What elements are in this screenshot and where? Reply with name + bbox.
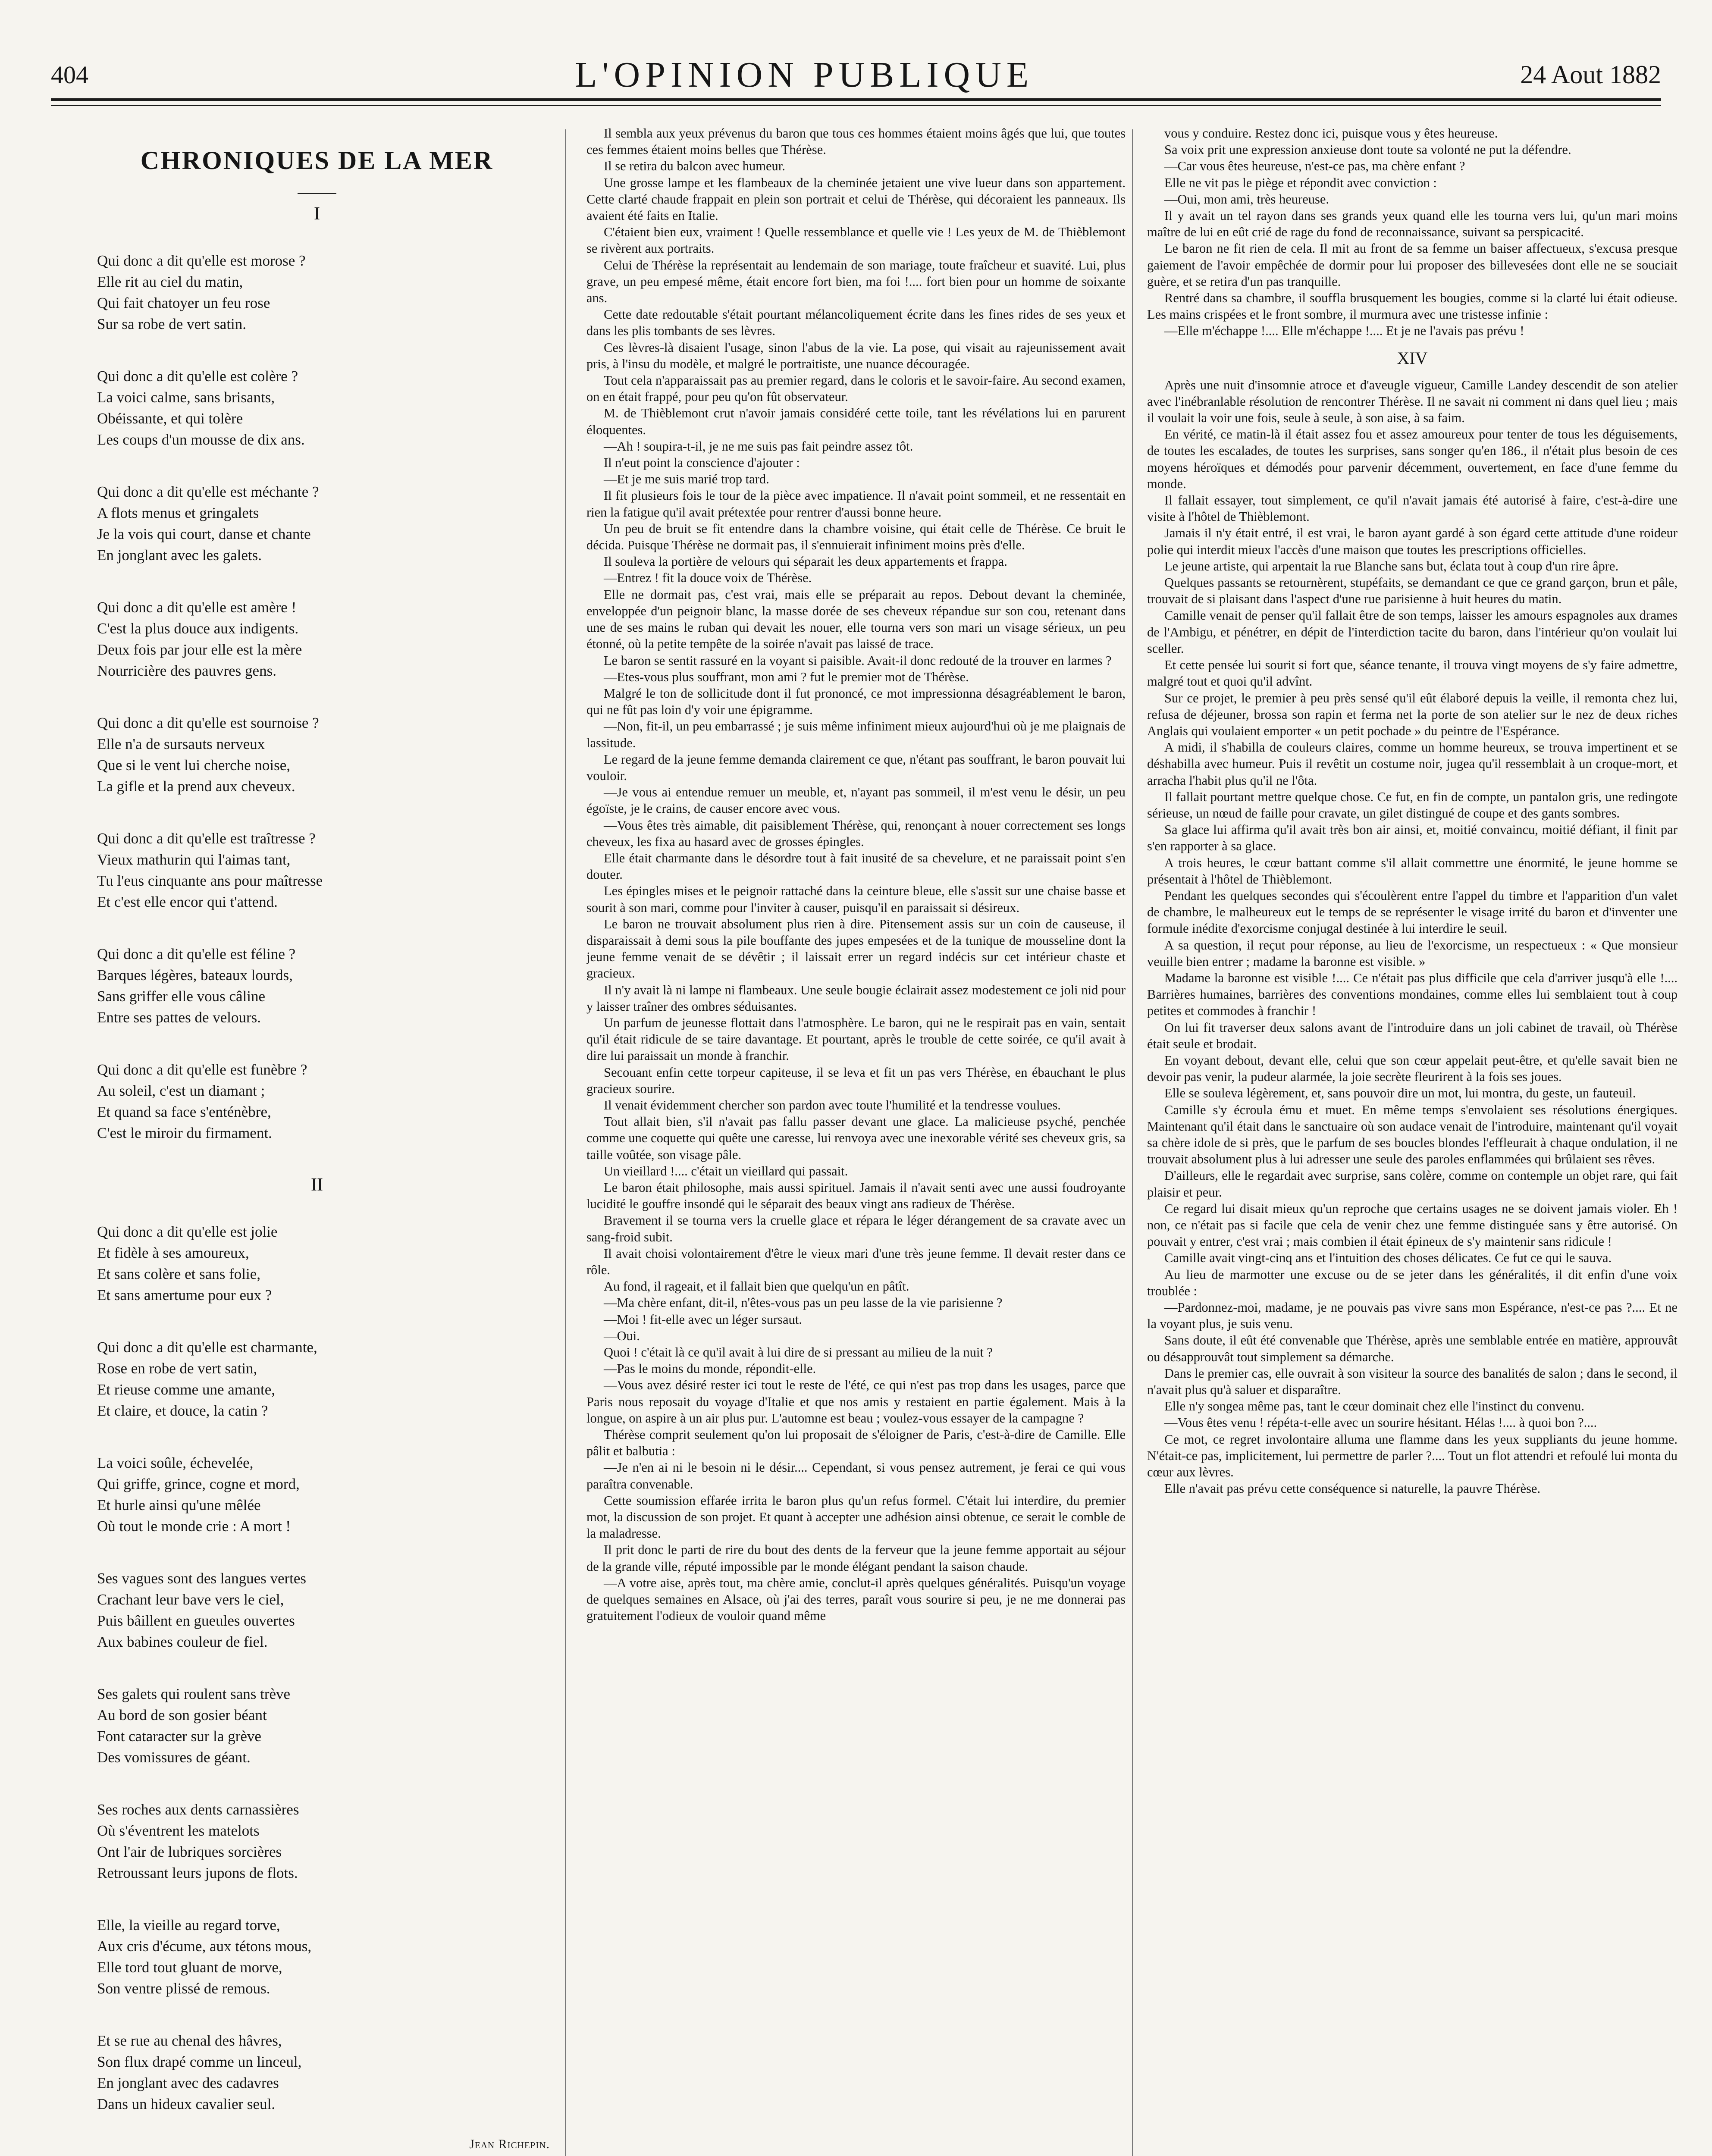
poem-part-number: II xyxy=(311,1175,323,1195)
paragraph: Camille avait vingt-cinq ans et l'intuition des choses délicates. Ce fut ce qui le sauva. xyxy=(1164,1250,1612,1266)
paragraph: —Et je me suis marié trop tard. xyxy=(604,472,769,487)
paragraph: —Entrez ! fit la douce voix de Thérèse. xyxy=(604,570,812,586)
section-rule xyxy=(298,193,336,194)
paragraph: Tout allait bien, s'il n'avait pas fallu passer devant une glace. La malicieuse psyché, penchée comme une coquette qui quête une caresse, lui renvoya avec une inexorable vérité ses cheveux gris, sa taille voûtée, son visage pâle. xyxy=(586,1114,1126,1162)
paragraph: —Je vous ai entendue remuer un meuble, et, n'ayant pas sommeil, il m'est venu le désir, un peu égoïste, je le crains, de causer encore avec vous. xyxy=(586,785,1126,816)
paragraph: —Vous avez désiré rester ici tout le reste de l'été, ce qui n'est pas trop dans les usages, parce que Paris nous reposait du voyage d'Italie et que nos amis y restaient en partie également. Mais à la longue, on aspire à un air plus pur. L'automne est beau ; voulez-vous essayer de la campagne ? xyxy=(586,1378,1126,1426)
paragraph: Thérèse comprit seulement qu'on lui proposait de s'éloigner de Paris, c'est-à-dire de Camille. Elle pâlit et balbutia : xyxy=(586,1427,1126,1459)
journal-title: L'OPINION PUBLIQUE xyxy=(575,54,1034,95)
paragraph: Camille venait de penser qu'il fallait être de son temps, laisser les amours espagnoles aux drames de l'Ambigu, et pénétrer, en dépit de l'interdiction tacite du baron, dans l'intérieur qu'on voulait lui sceller. xyxy=(1147,608,1678,656)
paragraph: Il fallait essayer, tout simplement, ce qu'il n'avait jamais été autorisé à faire, c'est-à-dire une visite à l'hôtel de Thièblemont. xyxy=(1147,493,1678,524)
paragraph: D'ailleurs, elle le regardait avec surprise, sans colère, comme on contemple un objet rare, qui fait plaisir et peur. xyxy=(1147,1168,1678,1200)
paragraph: Il avait choisi volontairement d'être le vieux mari d'une très jeune femme. Il devait rester dans ce rôle. xyxy=(586,1246,1126,1278)
paragraph: Ces lèvres-là disaient l'usage, sinon l'abus de la vie. La pose, qui visait au rajeunissement avait pris, à l'insu du modèle, et malgré le portraitiste, une nuance découragée. xyxy=(586,340,1126,371)
paragraph: A sa question, il reçut pour réponse, au lieu de l'exorcisme, un respectueux : « Que monsieur veuille bien entrer ; madame la baronne est visible. » xyxy=(1147,937,1678,969)
poem-stanza: Qui donc a dit qu'elle est charmante, Rose en robe de vert satin, Et rieuse comme une amante, Et claire, et douce, la catin ? xyxy=(97,1339,317,1419)
chapter-xiii-continued xyxy=(586,125,1126,1624)
paragraph: Un parfum de jeunesse flottait dans l'atmosphère. Le baron, qui ne le respirait pas en vain, sentait qu'il était ridicule de se taire davantage. Et pourtant, après le trouble de cette soirée, ce qu'il avait à dire lui paraissait un monde à franchir. xyxy=(586,1015,1126,1063)
paragraph: Ce mot, ce regret involontaire alluma une flamme dans les yeux suppliants du jeune homme. N'était-ce pas, implicitement, lui permettre de parler ?.... Tout un flot attendri et refoulé lui monta du cœur aux lèvres. xyxy=(1147,1432,1678,1480)
poem-stanza: Elle, la vieille au regard torve, Aux cris d'écume, aux tétons mous, Elle tord tout gluant de morve, Son ventre plissé de remous. xyxy=(97,1917,312,1997)
paragraph: Le baron ne trouvait absolument plus rien à dire. Pitensement assis sur un coin de causeuse, il disparaissait à demi sous la pile bouffante des jupes empesées et de la tunique de mousseline dont la jeune femme venait de se dévêtir ; il laissait errer un regard indécis sur cet intérieur chaste et gracieux. xyxy=(586,916,1126,981)
paragraph: —Vous êtes très aimable, dit paisiblement Thérèse, qui, renonçant à nouer correctement ses longs cheveux, les fixa au hasard avec de grosses épingles. xyxy=(586,818,1126,849)
chapter-xiii-ending xyxy=(1147,125,1678,339)
paragraph: Une grosse lampe et les flambeaux de la cheminée jetaient une vive lueur dans son appartement. Cette clarté chaude frappait en plein son portrait et celui de Thérèse, qui décoraient les panneaux. Ils avaient été faits en Italie. xyxy=(586,175,1126,223)
paragraph: Au fond, il rageait, et il fallait bien que quelqu'un en pâtît. xyxy=(604,1279,909,1294)
poem-stanza: Qui donc a dit qu'elle est jolie Et fidèle à ses amoureux, Et sans colère et sans folie, Et sans amertume pour eux ? xyxy=(97,1223,278,1304)
paragraph: C'étaient bien eux, vraiment ! Quelle ressemblance et quelle vie ! Les yeux de M. de Thièblemont se rivèrent aux portraits. xyxy=(586,225,1126,256)
paragraph: Cette date redoutable s'était pourtant mélancoliquement écrite dans les fines rides de ses yeux et dans les plis tombants de ses lèvres. xyxy=(586,307,1126,338)
poem-part-one xyxy=(84,250,550,1144)
paragraph: Il fallait pourtant mettre quelque chose. Ce fut, en fin de compte, un pantalon gris, une redingote sérieuse, un nœud de faille pour cravate, un gilet distingué de coupe et des gants sombres. xyxy=(1147,789,1678,821)
paragraph: Bravement il se tourna vers la cruelle glace et répara le léger dérangement de sa cravate avec un sang-froid subit. xyxy=(586,1213,1126,1244)
chapter-xiv xyxy=(1147,377,1678,1497)
paragraph: En vérité, ce matin-là il était assez fou et assez amoureux pour tenter de tous les déguisements, de toutes les escalades, de toutes les surprises, sans songer qu'en 186., il n'était plus besoin de ces moyens héroïques et démodés pour parvenir décemment, ouvertement, en face d'une femme du monde. xyxy=(1147,427,1678,491)
poem-stanza: Qui donc a dit qu'elle est méchante ? A flots menus et gringalets Je la vois qui court, danse et chante En jonglant avec les galets. xyxy=(97,483,319,564)
paragraph: Rentré dans sa chambre, il souffla brusquement les bougies, comme si la clarté lui était odieuse. Les mains crispées et le front sombre, il murmura avec une tristesse infinie : xyxy=(1147,291,1678,322)
paragraph: —Pas le moins du monde, répondit-elle. xyxy=(604,1361,816,1376)
paragraph: —Ma chère enfant, dit-il, n'êtes-vous pas un peu lasse de la vie parisienne ? xyxy=(604,1295,1003,1310)
poem-stanza: La voici soûle, échevelée, Qui griffe, grince, cogne et mord, Et hurle ainsi qu'une mêlée Où tout le monde crie : A mort ! xyxy=(97,1454,300,1535)
paragraph: Elle n'y songea même pas, tant le cœur dominait chez elle l'instinct du convenu. xyxy=(1164,1399,1584,1414)
paragraph: Le regard de la jeune femme demanda clairement ce que, n'étant pas souffrant, le baron pouvait lui vouloir. xyxy=(586,752,1126,783)
paragraph: Il venait évidemment chercher son pardon avec toute l'humilité et la tendresse voulues. xyxy=(604,1097,1061,1112)
paragraph: Secouant enfin cette torpeur capiteuse, il se leva et fit un pas vers Thérèse, en ébauchant le plus gracieux sourire. xyxy=(586,1065,1126,1096)
paragraph: Sans doute, il eût été convenable que Thérèse, après une semblable entrée en matière, approuvât ou désapprouvât tout simplement sa démarche. xyxy=(1147,1333,1678,1364)
column-divider xyxy=(1132,129,1133,2156)
poem-part-two xyxy=(84,1221,550,2115)
chapter-number: XIV xyxy=(1397,348,1428,368)
poem-stanza: Qui donc a dit qu'elle est traîtresse ? Vieux mathurin qui l'aimas tant, Tu l'eus cinquante ans pour maîtresse Et c'est elle encor qui t'attend. xyxy=(97,830,323,910)
paragraph: Elle ne dormait pas, c'est vrai, mais elle se préparait au repos. Debout devant la cheminée, enveloppée d'un peignoir blanc, la masse dorée de ses cheveux répandue sur son cou, retenant dans une de ses mains le ruban qui devait les nouer, elle tourna vers son mari un visage sérieux, un peu étonné, où la petite tempête de la soirée n'avait pas laissé de trace. xyxy=(586,587,1126,652)
paragraph: Camille s'y écroula ému et muet. En même temps s'envolaient ses résolutions énergiques. Maintenant qu'il était dans le sanctuaire où son audace venait de l'introduire, maintenant qu'il voyait sa chère idole de si près, que le parfum de ses boucles blondes l'effleurait à chaque ondulation, il ne trouvait absolument plus à lui adresser une seule des paroles enflammées qui brûlaient ses rêves. xyxy=(1147,1102,1678,1167)
paragraph: —Moi ! fit-elle avec un léger sursaut. xyxy=(604,1312,802,1327)
paragraph: On lui fit traverser deux salons avant de l'introduire dans un joli cabinet de travail, où Thérèse était seule et brodait. xyxy=(1147,1020,1678,1051)
poem-stanza: Ses vagues sont des langues vertes Crachant leur bave vers le ciel, Puis bâillent en gueules ouvertes Aux babines couleur de fiel. xyxy=(97,1570,307,1650)
paragraph: —Ah ! soupira-t-il, je ne me suis pas fait peindre assez tôt. xyxy=(604,439,913,454)
poem-signature: Jean Richepin. xyxy=(469,2137,550,2151)
paragraph: Elle se souleva légèrement, et, sans pouvoir dire un mot, lui montra, du geste, un fauteuil. xyxy=(1164,1086,1636,1101)
paragraph: En voyant debout, devant elle, celui que son cœur appelait peut-être, et qu'elle savait bien ne devoir pas venir, la pudeur alarmée, la joie secrète fleurirent à la fois ses joues. xyxy=(1147,1053,1678,1084)
paragraph: Il prit donc le parti de rire du bout des dents de la ferveur que la jeune femme apportait au séjour de la grande ville, réputé impossible par le monde élégant pendant la saison chaude. xyxy=(586,1542,1126,1574)
paragraph: Sur ce projet, le premier à peu près sensé qu'il eût élaboré depuis la veille, il remonta chez lui, refusa de déjeuner, brossa son rapin et ferma net la porte de son atelier sur le nez de deux riches Anglais qui voulaient emporter « un petit pochade » du peintre de l'Espérance. xyxy=(1147,690,1678,738)
paragraph: Quelques passants se retournèrent, stupéfaits, se demandant ce que ce grand garçon, brun et pâle, trouvait de si plaisant dans l'aspect d'une rue parisienne à huit heures du matin. xyxy=(1147,575,1678,607)
column-2 xyxy=(586,125,1126,2156)
header-rule-thin xyxy=(51,105,1661,106)
paragraph: Il y avait un tel rayon dans ses grands yeux quand elle les tourna vers lui, qu'un mari moins maître de lui en eût crié de rage du fond de reconnaissance, suivant sa perspicacité. xyxy=(1147,208,1678,240)
paragraph: M. de Thièblemont crut n'avoir jamais considéré cette toile, tant les révélations lui en parurent éloquentes. xyxy=(586,406,1126,437)
paragraph: Il n'eut point la conscience d'ajouter : xyxy=(604,455,800,470)
paragraph: vous y conduire. Restez donc ici, puisque vous y êtes heureuse. xyxy=(1164,126,1498,141)
paragraph: Sa glace lui affirma qu'il avait très bon air ainsi, et, moitié convaincu, moitié défiant, il finit par s'en rapporter à sa glace. xyxy=(1147,822,1678,854)
paragraph: Il n'y avait là ni lampe ni flambeaux. Une seule bougie éclairait assez modestement ce joli nid pour y laisser traîner des ombres séduisantes. xyxy=(586,982,1126,1014)
paragraph: —Vous êtes venu ! répéta-t-elle avec un sourire hésitant. Hélas !.... à quoi bon ?.... xyxy=(1164,1415,1597,1430)
paragraph: Elle n'avait pas prévu cette conséquence si naturelle, la pauvre Thérèse. xyxy=(1164,1481,1541,1496)
paragraph: Il se retira du balcon avec humeur. xyxy=(604,159,785,174)
poem-stanza: Qui donc a dit qu'elle est colère ? La voici calme, sans brisants, Obéissante, et qui tolère Les coups d'un mousse de dix ans. xyxy=(97,368,305,448)
paragraph: Dans le premier cas, elle ouvrait à son visiteur la source des banalités de salon ; dans le second, il n'avait plus qu'à saluer et disparaître. xyxy=(1147,1366,1678,1398)
paragraph: —Non, fit-il, un peu embarrassé ; je suis même infiniment mieux aujourd'hui où je me plaignais de lassitude. xyxy=(586,719,1126,750)
poem-stanza: Et se rue au chenal des hâvres, Son flux drapé comme un linceul, En jonglant avec des cadavres Dans un hideux cavalier seul. xyxy=(97,2032,302,2112)
paragraph: Tout cela n'apparaissait pas au premier regard, dans le coloris et le savoir-faire. Au second examen, on en était frappé, pour peu qu'on fût observateur. xyxy=(586,373,1126,404)
paragraph: Ce regard lui disait mieux qu'un reproche que certains usages ne se doivent jamais violer. Eh ! non, ce n'était pas si facile que cela de venir chez une femme distinguée sans y être autorisé. On pouvait y entrer, c'est vrai ; mais combien il était épineux de s'y maintenir sans ridicule ! xyxy=(1147,1201,1678,1249)
paragraph: —A votre aise, après tout, ma chère amie, conclut-il après quelques généralités. Puisqu'un voyage de quelques semaines en Alsace, où j'ai des terres, paraît vous sourire si peu, je ne me donnerai pas gratuitement l'odieux de vouloir quand même xyxy=(586,1575,1126,1623)
paragraph: —Etes-vous plus souffrant, mon ami ? fut le premier mot de Thérèse. xyxy=(604,669,969,684)
paragraph: —Pardonnez-moi, madame, je ne pouvais pas vivre sans mon Espérance, n'est-ce pas ?.... Et ne la voyant plus, je suis venu. xyxy=(1147,1300,1678,1332)
paragraph: Le baron se sentit rassuré en la voyant si paisible. Avait-il donc redouté de la trouver en larmes ? xyxy=(604,653,1112,668)
paragraph: —Oui, mon ami, très heureuse. xyxy=(1164,191,1329,207)
paragraph: Au lieu de marmotter une excuse ou de se jeter dans les généralités, il dit enfin d'une voix troublée : xyxy=(1147,1267,1678,1298)
paragraph: Le baron ne fit rien de cela. Il mit au front de sa femme un baiser affectueux, s'excusa presque gaiement de l'avoir empêchée de dormir pour lui proposer des billevesées dont elle ne se souciait guère, et se retira d'un pas tranquille. xyxy=(1147,241,1678,289)
masthead xyxy=(51,55,1661,94)
poem-stanza: Qui donc a dit qu'elle est morose ? Elle rit au ciel du matin, Qui fait chatoyer un feu rose Sur sa robe de vert satin. xyxy=(97,252,306,332)
paragraph: Quoi ! c'était là ce qu'il avait à lui dire de si pressant au milieu de la nuit ? xyxy=(604,1345,993,1360)
paragraph: Sa voix prit une expression anxieuse dont toute sa volonté ne put la défendre. xyxy=(1164,142,1571,157)
poem-stanza: Qui donc a dit qu'elle est amère ! C'est la plus douce aux indigents. Deux fois par jour elle est la mère Nourricière des pauvres gens. xyxy=(97,599,302,679)
page-number: 404 xyxy=(51,60,88,89)
paragraph: —Elle m'échappe !.... Elle m'échappe !.... Et je ne l'avais pas prévu ! xyxy=(1164,323,1524,338)
paragraph: Il sembla aux yeux prévenus du baron que tous ces hommes étaient moins âgés que lui, que toutes ces femmes étaient moins belles que Thérèse. xyxy=(586,126,1126,157)
column-1 xyxy=(84,125,550,2156)
paragraph: Malgré le ton de sollicitude dont il fut prononcé, ce mot impressionna désagréablement le baron, qui ne fût pas loin d'y voir une épigramme. xyxy=(586,686,1126,718)
paragraph: Cette soumission effarée irrita le baron plus qu'un refus formel. C'était lui interdire, du premier mot, la discussion de son projet. Et quant à accepter une adhésion ainsi obtenue, ce serait le comble de la maladresse. xyxy=(586,1493,1126,1541)
issue-date: 24 Aout 1882 xyxy=(1520,60,1661,89)
paragraph: Madame la baronne est visible !.... Ce n'était pas plus difficile que cela d'arriver jusqu'à elle !.... Barrières humaines, barrières des conventions mondaines, comme elles lui semblaient tout à coup petites et commodes à franchir ! xyxy=(1147,970,1678,1018)
column-divider xyxy=(565,129,566,2156)
paragraph: Le baron était philosophe, mais aussi spirituel. Jamais il n'avait senti avec une aussi foudroyante lucidité le gouffre insondé qui le séparait des beaux vingt ans radieux de Thérèse. xyxy=(586,1180,1126,1212)
poem-stanza: Qui donc a dit qu'elle est féline ? Barques légères, bateaux lourds, Sans griffer elle vous câline Entre ses pattes de velours. xyxy=(97,946,296,1026)
paragraph: A midi, il s'habilla de couleurs claires, comme un homme heureux, se trouva impertinent et se déshabilla avec humeur. Puis il revêtit un costume noir, jugea qu'il ressemblait à un croque-mort, et arracha l'habit plus qu'il ne l'ôta. xyxy=(1147,740,1678,788)
paragraph: Elle ne vit pas le piège et répondit avec conviction : xyxy=(1164,175,1437,190)
paragraph: Il souleva la portière de velours qui séparait les deux appartements et frappa. xyxy=(604,554,1007,569)
paragraph: Il fit plusieurs fois le tour de la pièce avec impatience. Il n'avait point sommeil, et ne ressentait en rien la fatigue qu'il avait prétextée pour rentrer d'aussi bonne heure. xyxy=(586,488,1126,520)
poem-title: CHRONIQUES DE LA MER xyxy=(140,146,494,175)
column-3 xyxy=(1147,125,1678,2156)
poem-stanza: Qui donc a dit qu'elle est funèbre ? Au soleil, c'est un diamant ; Et quand sa face s'enténèbre, C'est le miroir du firmament. xyxy=(97,1061,307,1141)
paragraph: Pendant les quelques secondes qui s'écoulèrent entre l'appel du timbre et l'apparition d'un valet de chambre, le malheureux eut le temps de se représenter le visage irrité du baron et d'inventer une formule inédite d'exorcisme conjugal destinée à lui interdire le seuil. xyxy=(1147,888,1678,936)
poem-stanza: Ses roches aux dents carnassières Où s'éventrent les matelots Ont l'air de lubriques sorcières Retroussant leurs jupons de flots. xyxy=(97,1801,299,1881)
paragraph: Elle était charmante dans le désordre tout à fait inusité de sa chevelure, et ne paraissait point s'en douter. xyxy=(586,850,1126,882)
header-rule-thick xyxy=(51,98,1661,101)
poem-stanza: Ses galets qui roulent sans trève Au bord de son gosier béant Font cataracter sur la grève Des vomissures de géant. xyxy=(97,1686,291,1766)
paragraph: —Oui. xyxy=(604,1328,640,1343)
paragraph: Après une nuit d'insomnie atroce et d'aveugle vigueur, Camille Landey descendit de son atelier avec l'inébranlable résolution de rencontrer Thérèse. Il ne savait ni comment ni dans quel lieu ; mais il voulait la voir une fois, seule à seule, à son aise, à sa faim. xyxy=(1147,377,1678,426)
paragraph: —Car vous êtes heureuse, n'est-ce pas, ma chère enfant ? xyxy=(1164,159,1465,174)
paragraph: Les épingles mises et le peignoir rattaché dans la ceinture bleue, elle s'assit sur une chaise basse et sourit à son mari, comme pour l'inviter à causer, puisqu'il en paraissait si désireux. xyxy=(586,884,1126,915)
paragraph: Un vieillard !.... c'était un vieillard qui passait. xyxy=(604,1163,848,1178)
paragraph: Et cette pensée lui sourit si fort que, séance tenante, il trouva vingt moyens de s'y faire admettre, malgré tout et quoi qu'il advînt. xyxy=(1147,658,1678,689)
paragraph: Jamais il n'y était entré, il est vrai, le baron ayant gardé à son égard cette attitude d'une roideur polie qui interdit mieux l'accès d'une maison que toutes les prescriptions officielles. xyxy=(1147,526,1678,557)
paragraph: Le jeune artiste, qui arpentait la rue Blanche sans but, éclata tout à coup d'un rire âpre. xyxy=(1164,558,1619,573)
paragraph: A trois heures, le cœur battant comme s'il allait commettre une énormité, le jeune homme se présentait à l'hôtel de Thièblemont. xyxy=(1147,855,1678,887)
poem-stanza: Qui donc a dit qu'elle est sournoise ? Elle n'a de sursauts nerveux Que si le vent lui cherche noise, La gifle et la prend aux cheveux. xyxy=(97,714,319,795)
paragraph: —Je n'en ai ni le besoin ni le désir.... Cependant, si vous pensez autrement, je ferai ce qui vous paraîtra convenable. xyxy=(586,1460,1126,1492)
paragraph: Celui de Thérèse la représentait au lendemain de son mariage, toute fraîcheur et suavité. Lui, plus grave, un peu empesé même, était encore fort bien, ma foi !.... fort bien pour un homme de soixante ans. xyxy=(586,257,1126,306)
poem-part-number: I xyxy=(314,204,320,224)
paragraph: Un peu de bruit se fit entendre dans la chambre voisine, qui était celle de Thérèse. Ce bruit le décida. Puisque Thérèse ne dormait pas, il s'ennuierait infiniment moins près d'elle. xyxy=(586,521,1126,553)
